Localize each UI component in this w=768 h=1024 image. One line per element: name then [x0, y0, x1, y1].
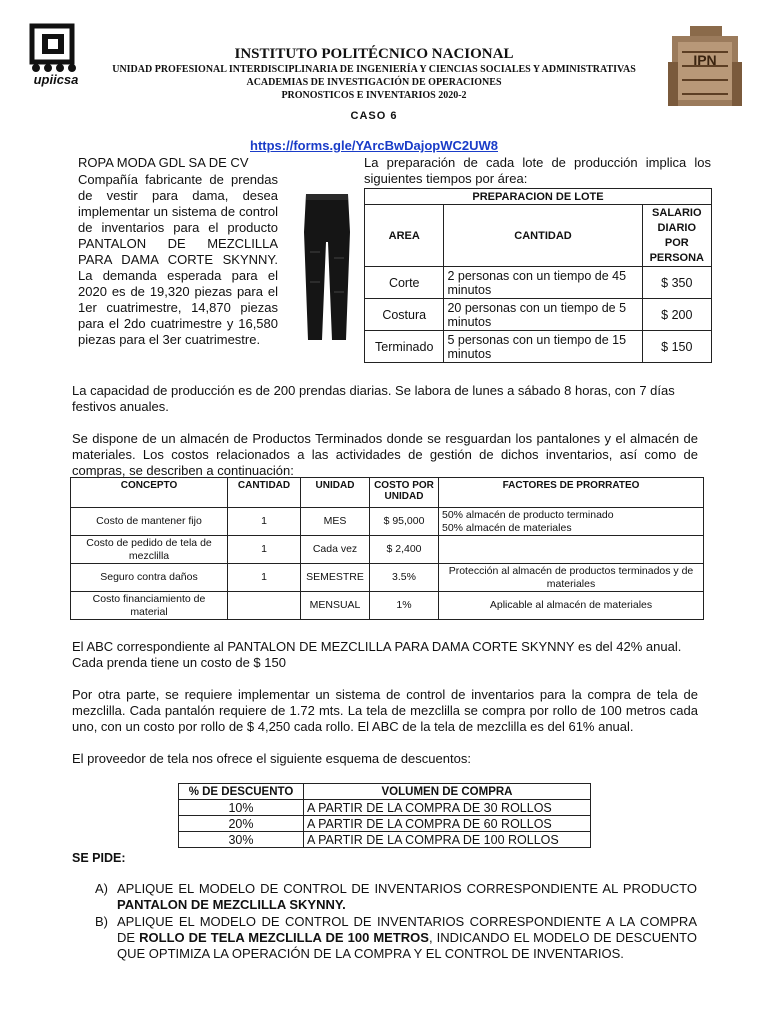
abc-paragraph: El ABC correspondiente al PANTALON DE MEZCLILLA PARA DAMA CORTE SKYNNY es del 42% anual. Cada prenda tiene un costo de $ 150	[72, 639, 682, 670]
item-b-label: B)	[95, 914, 108, 929]
volumen-cell: A PARTIR DE LA COMPRA DE 100 ROLLOS	[304, 832, 591, 848]
academy-title: ACADEMIAS DE INVESTIGACIÓN DE OPERACIONES	[246, 77, 502, 88]
descuento-cell: 30%	[179, 832, 304, 848]
factores-cell	[439, 536, 704, 564]
costs-table	[70, 477, 704, 620]
form-link[interactable]: https://forms.gle/YArcBwDajopWC2UW8	[250, 138, 498, 153]
salario-cell: $ 150	[642, 331, 711, 363]
col-unidad: UNIDAD	[301, 478, 370, 508]
descuento-cell: 20%	[179, 816, 304, 832]
concepto-cell: Costo de mantener fijo	[71, 508, 228, 536]
col-volumen: VOLUMEN DE COMPRA	[304, 784, 591, 800]
request-title: SE PIDE:	[72, 851, 126, 865]
cantidad-cell: 1	[228, 536, 301, 564]
unit-title: UNIDAD PROFESIONAL INTERDISCIPLINARIA DE INGENIERÍA Y CIENCIAS SOCIALES Y ADMINISTRATIVAS	[112, 64, 636, 75]
item-b-bold: ROLLO DE TELA MEZCLILLA DE 100 METROS	[139, 930, 429, 945]
table-row	[71, 536, 704, 564]
preparation-table-title: PREPARACION DE LOTE	[365, 189, 712, 205]
cantidad-cell: 1	[228, 508, 301, 536]
item-b-body: APLIQUE EL MODELO DE CONTROL DE INVENTARIOS CORRESPONDIENTE A LA COMPRA DE	[117, 914, 697, 945]
item-a-body: APLIQUE EL MODELO DE CONTROL DE INVENTARIOS CORRESPONDIENTE AL PRODUCTO	[117, 881, 697, 896]
area-cell: Corte	[365, 267, 444, 299]
unidad-cell: MES	[301, 508, 370, 536]
supplier-paragraph: El proveedor de tela nos ofrece el siguiente esquema de descuentos:	[72, 751, 471, 766]
col-cantidad: CANTIDAD	[228, 478, 301, 508]
item-b-body-end: , INDICANDO EL MODELO DE DESCUENTO QUE OPTIMIZA LA OPERACIÓN DE LA COMPRA Y EL CONTROL DE INVENTARIOS.	[117, 930, 697, 961]
table-row	[365, 267, 712, 299]
company-name: ROPA MODA GDL SA DE CV	[78, 155, 249, 170]
costo-cell: $ 95,000	[370, 508, 439, 536]
col-descuento: % DE DESCUENTO	[179, 784, 304, 800]
preparation-intro: La preparación de cada lote de producción implica los siguientes tiempos por área:	[364, 155, 711, 186]
course-title: PRONOSTICOS E INVENTARIOS 2020-2	[281, 90, 467, 101]
cantidad-cell: 2 personas con un tiempo de 45 minutos	[444, 267, 642, 299]
concepto-cell: Costo de pedido de tela de mezclilla	[71, 536, 228, 564]
concepto-cell: Costo financiamiento de material	[71, 592, 228, 620]
case-title: CASO 6	[350, 110, 398, 122]
area-cell: Costura	[365, 299, 444, 331]
cantidad-cell	[228, 592, 301, 620]
preparation-table	[364, 188, 712, 363]
ipn-logo	[660, 22, 750, 108]
col-factores: FACTORES DE PRORRATEO	[439, 478, 704, 508]
fabric-paragraph: Por otra parte, se requiere implementar un sistema de control de inventarios para la compra de tela de mezclilla. Cada pantalón requiere de 1.72 mts. La tela de mezclilla se compra por rollo de 100 metros cada uno, con un costo por rollo de $ 4,250 cada rollo. El ABC de la tela de mezclilla es del 61% anual.	[72, 687, 698, 734]
cantidad-cell: 1	[228, 564, 301, 592]
company-description: Compañía fabricante de prendas de vestir para dama, desea implementar un sistema de control de inventarios para el producto PANTALON DE MEZCLILLA PARA DAMA CORTE SKYNNY. La demanda esperada para el 2020 es de 19,320 piezas para el 1er cuatrimestre, 14,870 piezas para el 2do cuatrimestre y 16,580 piezas para el 3er cuatrimestre.	[78, 172, 278, 347]
cantidad-cell: 5 personas con un tiempo de 15 minutos	[444, 331, 642, 363]
factores-cell: 50% almacén de producto terminado 50% almacén de materiales	[439, 508, 704, 536]
factores-cell: Protección al almacén de productos terminados y de materiales	[439, 564, 704, 592]
table-row	[365, 299, 712, 331]
table-row	[179, 800, 591, 816]
col-salario: SALARIO DIARIO POR PERSONA	[642, 205, 711, 267]
table-row	[179, 832, 591, 848]
volumen-cell: A PARTIR DE LA COMPRA DE 30 ROLLOS	[304, 800, 591, 816]
item-a-label: A)	[95, 881, 108, 896]
item-a-bold: PANTALON DE MEZCLILLA SKYNNY.	[117, 897, 346, 912]
upiicsa-logo-text: upiicsa	[33, 72, 79, 87]
area-cell: Terminado	[365, 331, 444, 363]
costo-cell: 3.5%	[370, 564, 439, 592]
table-row	[179, 816, 591, 832]
col-cantidad: CANTIDAD	[444, 205, 642, 267]
factores-cell: Aplicable al almacén de materiales	[439, 592, 704, 620]
unidad-cell: Cada vez	[301, 536, 370, 564]
warehouse-paragraph: Se dispone de un almacén de Productos Terminados donde se resguardan los pantalones y el almacén de materiales. Los costos relacionados a las actividades de gestión de dichos inventarios, así como de compras, se describen a continuación:	[72, 431, 698, 478]
costo-cell: $ 2,400	[370, 536, 439, 564]
upiicsa-logo	[24, 22, 88, 94]
salario-cell: $ 350	[642, 267, 711, 299]
volumen-cell: A PARTIR DE LA COMPRA DE 60 ROLLOS	[304, 816, 591, 832]
ipn-logo-text: IPN	[693, 52, 717, 68]
item-a-text	[117, 881, 697, 913]
col-area: AREA	[365, 205, 444, 267]
unidad-cell: SEMESTRE	[301, 564, 370, 592]
salario-cell: $ 200	[642, 299, 711, 331]
institute-title: INSTITUTO POLITÉCNICO NACIONAL	[234, 46, 514, 62]
table-row	[71, 564, 704, 592]
table-row	[71, 508, 704, 536]
costo-cell: 1%	[370, 592, 439, 620]
col-concepto: CONCEPTO	[71, 478, 228, 508]
item-b-text	[117, 914, 697, 962]
table-row	[365, 331, 712, 363]
unidad-cell: MENSUAL	[301, 592, 370, 620]
col-costo: COSTO POR UNIDAD	[370, 478, 439, 508]
capacity-paragraph: La capacidad de producción es de 200 prendas diarias. Se labora de lunes a sábado 8 horas, con 7 días festivos anuales.	[72, 383, 675, 414]
discounts-table	[178, 783, 591, 848]
concepto-cell: Seguro contra daños	[71, 564, 228, 592]
descuento-cell: 10%	[179, 800, 304, 816]
table-row	[71, 592, 704, 620]
jeans-image	[300, 192, 354, 342]
cantidad-cell: 20 personas con un tiempo de 5 minutos	[444, 299, 642, 331]
